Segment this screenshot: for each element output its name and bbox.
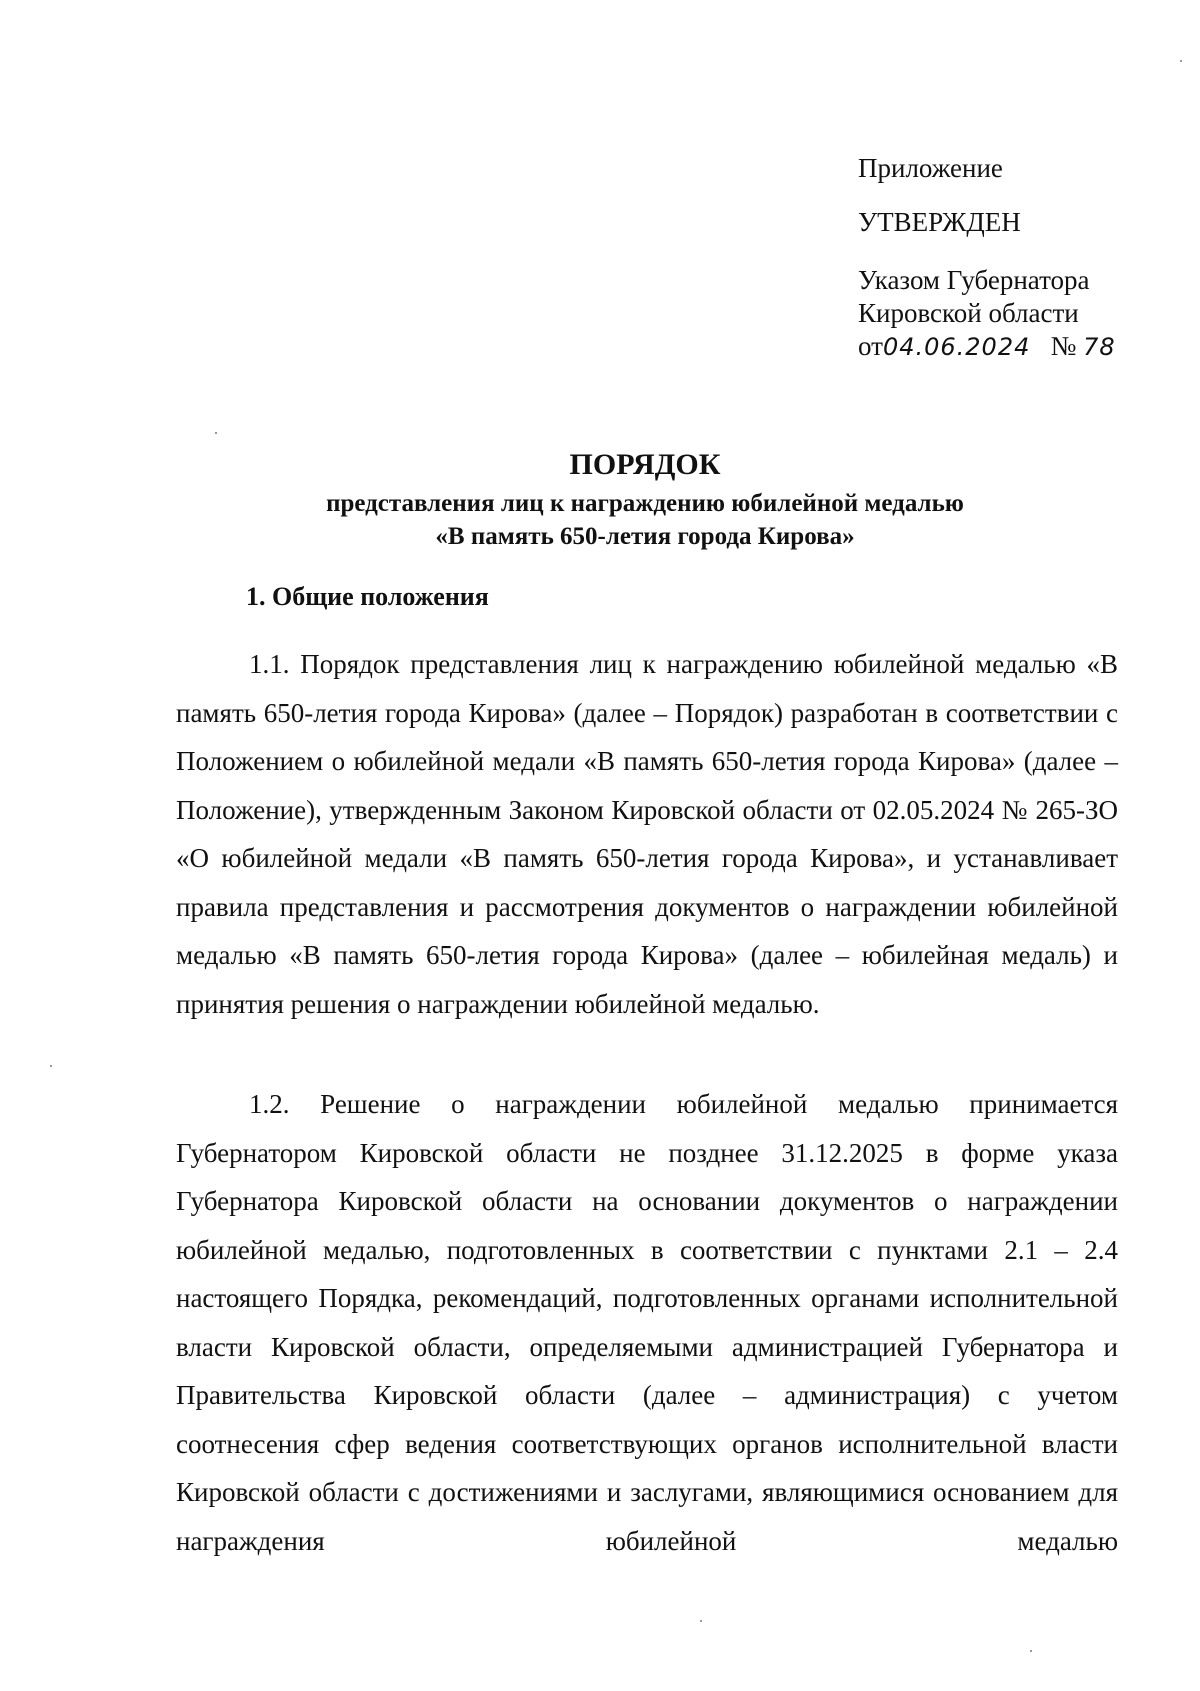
document-title: ПОРЯДОК xyxy=(569,448,721,481)
scan-speck xyxy=(1030,1650,1032,1652)
number-prefix: № xyxy=(1050,331,1077,361)
scan-speck xyxy=(215,432,217,434)
decree-line-1: Указом Губернатора xyxy=(858,265,1090,295)
paragraph-1-1 xyxy=(176,640,1118,1028)
annex-label: Приложение xyxy=(858,153,1003,183)
document-subtitle xyxy=(0,487,1200,553)
subtitle-line-2: «В память 650-летия города Кирова» xyxy=(435,523,855,550)
approved-label: УТВЕРЖДЕН xyxy=(858,207,1021,237)
handwritten-number: 78 xyxy=(1083,333,1116,361)
decree-date-line xyxy=(858,330,1116,364)
scan-speck xyxy=(50,1065,52,1067)
from-prefix: от xyxy=(858,331,883,361)
scan-speck xyxy=(700,1620,702,1622)
handwritten-date: 04.06.2024 xyxy=(882,333,1031,361)
paragraph-1-1-text: 1.1. Порядок представления лиц к награждению юбилейной медалью «В память 650-летия города Кирова» (далее – Порядок) разработан в соответствии с Положением о юбилейной медали «В память 650-летия города Кирова» (далее – Положение), утвержденным Законом Кировской области от 02.05.2024 № 265-ЗО «О юбилейной медали «В память 650-летия города Кирова», и устанавливает правила представления и рассмотрения документов о награждении юбилейной медалью «В память 650-летия города Кирова» (далее – юбилейная медаль) и принятия решения о награждении юбилейной медалью. xyxy=(176,649,1118,1019)
paragraph-1-2-text: 1.2. Решение о награждении юбилейной медалью принимается Губернатором Кировской области не позднее 31.12.2025 в форме указа Губернатора Кировской области на основании документов о награждении юбилейной медалью, подготовленных в соответствии с пунктами 2.1 – 2.4 настоящего Порядка, рекомендаций, подготовленных органами исполнительной власти Кировской области, определяемыми администрацией Губернатора и Правительства Кировской области (далее – администрация) с учетом соотнесения сфер ведения соответствующих органов исполнительной власти Кировской области с достижениями и заслугами, являющимися основанием для награждения юбилейной медалью xyxy=(176,1089,1118,1556)
scan-speck xyxy=(1180,60,1182,62)
decree-line-2: Кировской области xyxy=(858,298,1079,328)
paragraph-1-2 xyxy=(176,1080,1118,1565)
section-heading-general: 1. Общие положения xyxy=(246,582,489,611)
subtitle-line-1: представления лиц к награждению юбилейной медалью xyxy=(326,490,964,517)
approval-stamp xyxy=(858,152,1116,364)
